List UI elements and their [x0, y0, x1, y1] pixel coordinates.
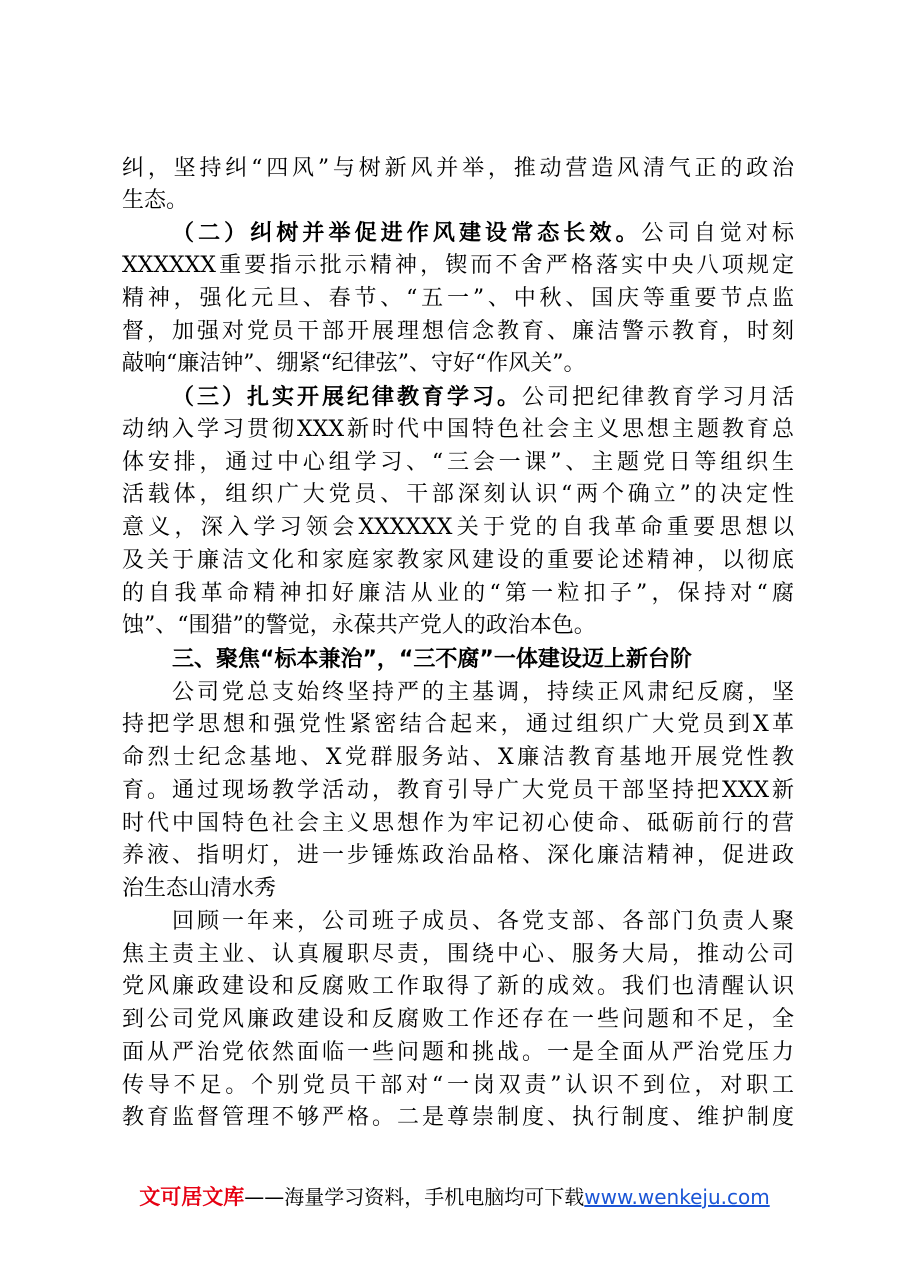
text-line: 动纳入学习贯彻XXX新时代中国特色社会主义思想主题教育总	[122, 417, 794, 442]
footer-tagline: ——海量学习资料，手机电脑均可下载	[244, 1185, 585, 1209]
text-line: 蚀”、“围猎”的警觉，永葆共产党人的政治本色。	[122, 613, 596, 638]
section-heading: 三、聚焦“标本兼治”，“三不腐”一体建设迈上新台阶	[172, 647, 692, 672]
text-line: 党风廉政建设和反腐败工作取得了新的成效。我们也清醒认识	[122, 974, 794, 999]
text-line: 督，加强对党员干部开展理想信念教育、廉洁警示教育，时刻	[122, 319, 794, 344]
text-line: 持把学思想和强党性紧密结合起来，通过组织广大党员到X革	[122, 712, 794, 737]
website-link[interactable]: www.wenkeju.com	[584, 1185, 770, 1209]
text-line: 到公司党风廉政建设和反腐败工作还存在一些问题和不足，全	[122, 1007, 794, 1032]
text-line: 敲响“廉洁钟”、绷紧“纪律弦”、守好“作风关”。	[122, 351, 586, 376]
text-line: 的自我革命精神扣好廉洁从业的“第一粒扣子”，保持对“腐	[122, 581, 794, 606]
footer-banner	[0, 1183, 909, 1211]
text-line: （二）纠树并举促进作风建设常态长效。公司自觉对标	[172, 220, 794, 246]
text-line: 时代中国特色社会主义思想作为牢记初心使命、砥砺前行的营	[122, 811, 794, 836]
text-line: 焦主责主业、认真履职尽责，围绕中心、服务大局，推动公司	[122, 942, 794, 967]
text-line: 面从严治党依然面临一些问题和挑战。一是全面从严治党压力	[122, 1040, 794, 1065]
text-line: 精神，强化元旦、春节、“五一”、中秋、国庆等重要节点监	[122, 286, 794, 311]
text-line: 命烈士纪念基地、X党群服务站、X廉洁教育基地开展党性教	[122, 745, 794, 770]
text-line: 体安排，通过中心组学习、“三会一课”、主题党日等组织生	[122, 450, 794, 475]
text-line: 意义，深入学习领会XXXXXX关于党的自我革命重要思想以	[122, 515, 794, 540]
text-line: 教育监督管理不够严格。二是尊崇制度、执行制度、维护制度	[122, 1105, 794, 1130]
text-line: 养液、指明灯，进一步锤炼政治品格、深化廉洁精神，促进政	[122, 843, 794, 868]
section-subheading: （三）扎实开展纪律教育学习。	[172, 384, 522, 410]
text-line: 活载体，组织广大党员、干部深刻认识“两个确立”的决定性	[122, 482, 794, 507]
text-line: （三）扎实开展纪律教育学习。公司把纪律教育学习月活	[172, 384, 794, 410]
section-subheading: （二）纠树并举促进作风建设常态长效。	[172, 220, 642, 246]
text-line: 回顾一年来，公司班子成员、各党支部、各部门负责人聚	[172, 909, 794, 934]
text-line: XXXXXX重要指示批示精神，锲而不舍严格落实中央八项规定	[122, 253, 794, 278]
text-line: 治生态山清水秀	[122, 876, 277, 901]
text-line: 生态。	[122, 188, 189, 213]
text-line: 育。通过现场教学活动，教育引导广大党员干部坚持把XXX新	[122, 778, 794, 803]
text-line: 及关于廉洁文化和家庭家教家风建设的重要论述精神，以彻底	[122, 548, 794, 573]
text-line: 纠，坚持纠“四风”与树新风并举，推动营造风清气正的政治	[122, 156, 794, 181]
text-line: 公司党总支始终坚持严的主基调，持续正风肃纪反腐，坚	[172, 680, 794, 705]
text-line: 传导不足。个别党员干部对“一岗双责”认识不到位，对职工	[122, 1073, 794, 1098]
brand-name: 文可居文库	[139, 1185, 245, 1209]
